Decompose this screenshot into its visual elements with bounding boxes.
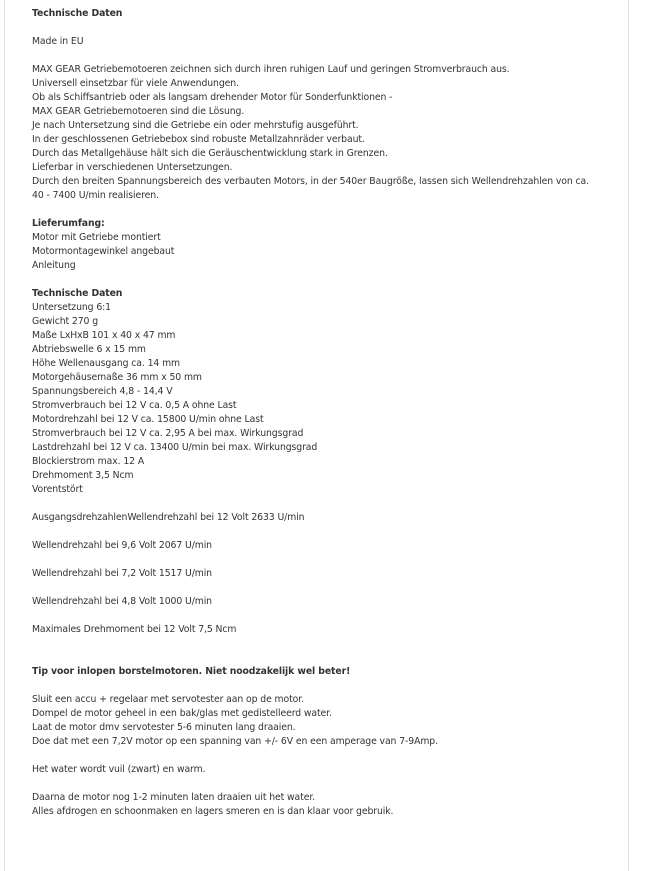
spec-item: Stromverbrauch bei 12 V ca. 2,95 A bei max. Wirkungsgrad <box>32 428 304 439</box>
spec-item: Abtriebswelle 6 x 15 mm <box>32 344 146 355</box>
spec-item: Motorgehäusemaße 36 mm x 50 mm <box>32 372 202 383</box>
tip-line: Laat de motor dmv servotester 5-6 minuten lang draaien. <box>32 722 296 733</box>
product-description <box>32 7 622 819</box>
spec-item: Lastdrehzahl bei 12 V ca. 13400 U/min bei max. Wirkungsgrad <box>32 442 318 453</box>
tip-final <box>32 791 622 819</box>
intro-line: Ob als Schiffsantrieb oder als langsam drehender Motor für Sonderfunktionen - <box>32 92 393 103</box>
speed-line: Wellendrehzahl bei 7,2 Volt 1517 U/min <box>32 568 212 579</box>
specs-list <box>32 301 622 497</box>
heading-tip: Tip voor inlopen borstelmotoren. Niet noodzakelijk wel beter! <box>32 666 351 677</box>
spec-item: Blockierstrom max. 12 A <box>32 456 145 467</box>
heading-specs: Technische Daten <box>32 288 123 299</box>
tip-water-line: Het water wordt vuil (zwart) en warm. <box>32 764 206 775</box>
tip-line: Dompel de motor geheel in een bak/glas met gedistelleerd water. <box>32 708 332 719</box>
spec-item: Gewicht 270 g <box>32 316 99 327</box>
spec-item: Vorentstört <box>32 484 83 495</box>
spec-item: Spannungsbereich 4,8 - 14,4 V <box>32 386 173 397</box>
speed-line: Wellendrehzahl bei 4,8 Volt 1000 U/min <box>32 596 212 607</box>
intro-line: Durch den breiten Spannungsbereich des verbauten Motors, in der 540er Baugröße, lassen sich Wellendrehzahlen von ca. <box>32 176 589 187</box>
list-item: Anleitung <box>32 260 76 271</box>
torque-line: Maximales Drehmoment bei 12 Volt 7,5 Ncm <box>32 624 237 635</box>
spec-item: Untersetzung 6:1 <box>32 302 111 313</box>
intro-line: Universell einsetzbar für viele Anwendungen. <box>32 78 239 89</box>
scope-list <box>32 231 622 273</box>
intro-line: Je nach Untersetzung sind die Getriebe ein oder mehrstufig ausgeführt. <box>32 120 359 131</box>
intro-line: Durch das Metallgehäuse hält sich die Geräuschentwicklung stark in Grenzen. <box>32 148 388 159</box>
spec-item: Motordrehzahl bei 12 V ca. 15800 U/min ohne Last <box>32 414 264 425</box>
spec-item: Maße LxHxB 101 x 40 x 47 mm <box>32 330 176 341</box>
intro-line: 40 - 7400 U/min realisieren. <box>32 190 159 201</box>
tip-steps <box>32 693 622 749</box>
spec-item: Drehmoment 3,5 Ncm <box>32 470 134 481</box>
tip-line: Daarna de motor nog 1-2 minuten laten draaien uit het water. <box>32 792 316 803</box>
intro-line: MAX GEAR Getriebemotoeren zeichnen sich durch ihren ruhigen Lauf und geringen Stromverbrauch aus. <box>32 64 510 75</box>
list-item: Motor mit Getriebe montiert <box>32 232 161 243</box>
spec-item: Höhe Wellenausgang ca. 14 mm <box>32 358 180 369</box>
intro-line: MAX GEAR Getriebemotoeren sind die Lösung. <box>32 106 245 117</box>
heading-technische-daten: Technische Daten <box>32 8 123 19</box>
intro-paragraph <box>32 63 622 203</box>
made-in-text: Made in EU <box>32 36 84 47</box>
tip-line: Sluit een accu + regelaar met servotester aan op de motor. <box>32 694 304 705</box>
speed-line: Wellendrehzahl bei 9,6 Volt 2067 U/min <box>32 540 212 551</box>
intro-line: In der geschlossenen Getriebebox sind robuste Metallzahnräder verbaut. <box>32 134 365 145</box>
intro-line: Lieferbar in verschiedenen Untersetzungen. <box>32 162 233 173</box>
tip-line: Alles afdrogen en schoonmaken en lagers smeren en is dan klaar voor gebruik. <box>32 806 394 817</box>
list-item: Motormontagewinkel angebaut <box>32 246 175 257</box>
heading-lieferumfang: Lieferumfang: <box>32 218 105 229</box>
tip-line: Doe dat met een 7,2V motor op een spanning van +/- 6V en een amperage van 7-9Amp. <box>32 736 438 747</box>
speed-line: AusgangsdrehzahlenWellendrehzahl bei 12 Volt 2633 U/min <box>32 512 305 523</box>
spec-item: Stromverbrauch bei 12 V ca. 0,5 A ohne Last <box>32 400 237 411</box>
